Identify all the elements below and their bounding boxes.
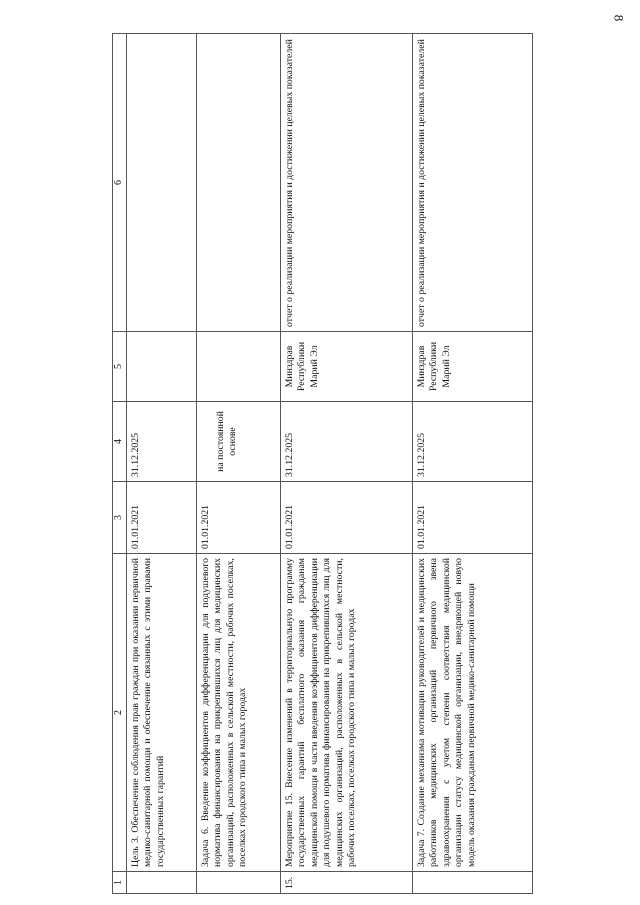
goal-3-text: Цель 3. Обеспечение соблюдения прав граждан при оказании первичной медико-санитарной помощи и обеспечение связанных с этими правами государственных гарантий bbox=[126, 554, 196, 872]
start-date: 01.01.2021 bbox=[196, 482, 280, 554]
responsible bbox=[196, 332, 280, 402]
col-header-2: 2 bbox=[113, 554, 127, 872]
result: отчет о реализации мероприятия и достижении целевых показателей bbox=[412, 34, 532, 332]
col-header-6: 6 bbox=[113, 34, 127, 332]
responsible bbox=[126, 332, 196, 402]
start-date: 01.01.2021 bbox=[412, 482, 532, 554]
measure-15-text: Мероприятие 15. Внесение изменений в территориальную программу государственных гарантий бесплатного оказания гражданам медицинской помощи в части введения коэффициентов дифференциации для подушевого норматива финансирования на прикрепившихся лиц для медицинских организаций, расположенных в сельской местности, рабочих поселках, поселках городского типа и малых городах bbox=[280, 554, 412, 872]
end-date: 31.12.2025 bbox=[126, 402, 196, 482]
page-number: 8 bbox=[611, 14, 626, 22]
table-row bbox=[126, 34, 196, 894]
end-date: 31.12.2025 bbox=[412, 402, 532, 482]
action-plan-table bbox=[112, 33, 533, 894]
col-header-4: 4 bbox=[113, 402, 127, 482]
table-row bbox=[412, 34, 532, 894]
col-header-1: 1 bbox=[113, 872, 127, 894]
responsible: Минздрав Республики Марий Эл bbox=[412, 332, 532, 402]
end-date: на постоянной основе bbox=[196, 402, 280, 482]
col-header-5: 5 bbox=[113, 332, 127, 402]
col-header-3: 3 bbox=[113, 482, 127, 554]
header-row bbox=[113, 34, 127, 894]
table-row bbox=[196, 34, 280, 894]
row-number bbox=[126, 872, 196, 894]
task-6-text: Задача 6. Введение коэффициентов дифференциации для подушевого норматива финансирования на прикрепившихся лиц для медицинских организаций, расположенных в сельской местности, рабочих поселках, поселках городского типа и малых городах bbox=[196, 554, 280, 872]
end-date: 31.12.2025 bbox=[280, 402, 412, 482]
responsible: Минздрав Республики Марий Эл bbox=[280, 332, 412, 402]
start-date: 01.01.2021 bbox=[280, 482, 412, 554]
task-7-text: Задача 7. Создание механизма мотивации руководителей и медицинских работников медицинских организаций первичного звена здравоохранения с учетом степени соответствия медицинской организации статусу медицинской организации, внедряющей новую модель оказания гражданам первичной медико-санитарной помощи bbox=[412, 554, 532, 872]
result bbox=[126, 34, 196, 332]
table-row bbox=[280, 34, 412, 894]
result: отчет о реализации мероприятия и достижении целевых показателей bbox=[280, 34, 412, 332]
start-date: 01.01.2021 bbox=[126, 482, 196, 554]
row-number bbox=[412, 872, 532, 894]
rotated-table-sheet bbox=[112, 34, 632, 894]
result bbox=[196, 34, 280, 332]
row-number bbox=[196, 872, 280, 894]
row-number: 15. bbox=[280, 872, 412, 894]
